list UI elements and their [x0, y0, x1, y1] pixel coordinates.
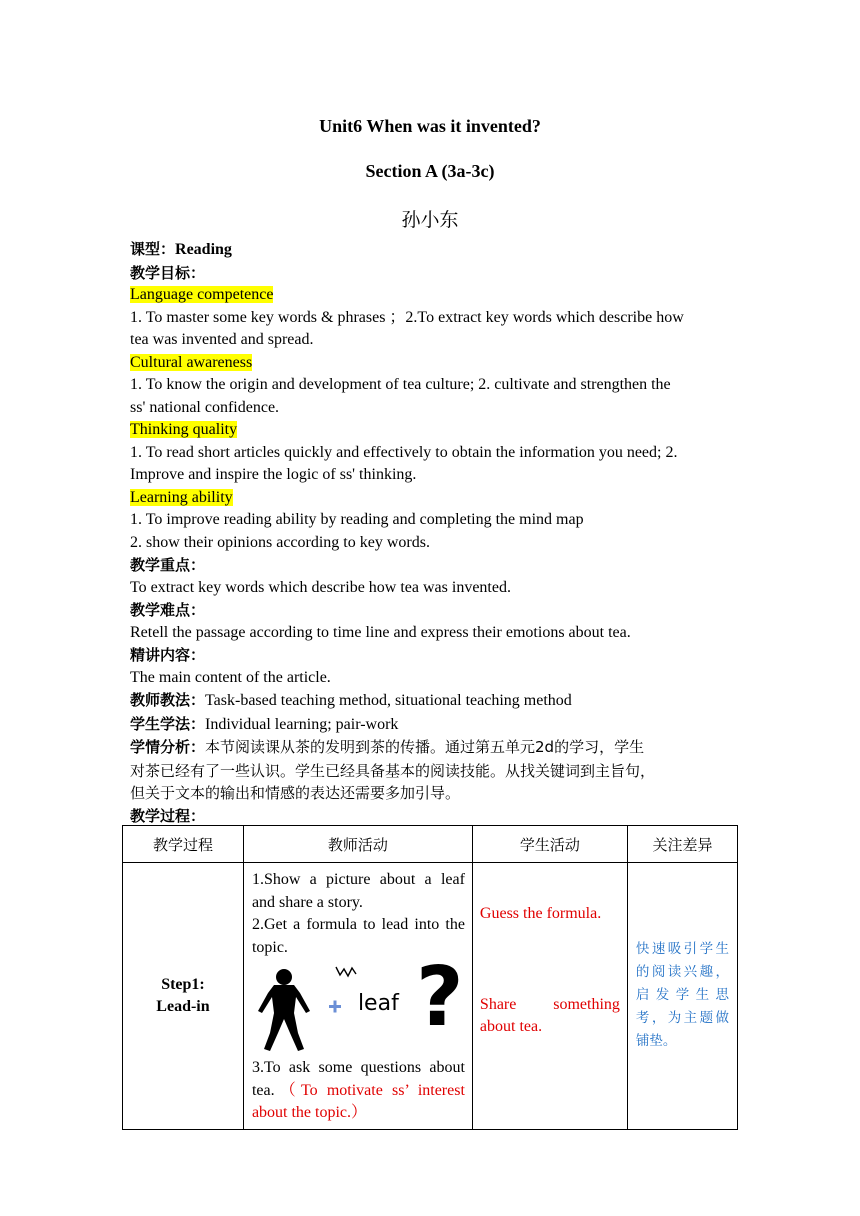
student-activity-1: Guess the formula. [479, 905, 602, 922]
objective-line: 2. show their opinions according to key words. [130, 533, 430, 551]
key-points-text: To extract key words which describe how tea was invented. [130, 578, 511, 596]
objectives-label: 教学目标： [130, 263, 206, 282]
teaching-method-text: Task-based teaching method, situational teaching method [205, 692, 572, 709]
header-cell: 教学过程 [123, 826, 244, 863]
student-activity-2: Share something about tea. [479, 995, 620, 1035]
key-points-label: 教学重点： [130, 556, 206, 574]
differentiation-note-cell [627, 863, 737, 1130]
objective-line: 1. To read short articles quickly and effectively to obtain the information you need; 2. [130, 443, 678, 461]
teacher-activity-cell [243, 863, 472, 1130]
header-cell: 学生活动 [472, 826, 627, 863]
document-title: Unit6 When was it invented? [319, 116, 541, 136]
question-mark-icon: ? [415, 950, 464, 1045]
analysis-line [130, 736, 732, 760]
teacher-activity-3-text: 3.To ask some questions about tea. [251, 1059, 465, 1099]
lesson-type-label: 课型： [130, 240, 176, 258]
objective-heading: Language competence [130, 286, 274, 303]
objective-heading: Thinking quality [130, 421, 238, 438]
header-cell: 教师活动 [243, 826, 472, 863]
differentiation-note: 快速吸引学生的阅读兴趣，启发学生思考，为主题做铺垫。 [635, 941, 729, 1050]
section-title: Section A (3a-3c) [365, 161, 495, 181]
teacher-activity-2: 2.Get a formula to lead into the topic. [251, 916, 465, 956]
teacher-activity-3 [252, 1057, 465, 1125]
leaf-word: leaf [357, 991, 399, 1016]
table-row [123, 863, 738, 1130]
header-cell: 关注差异 [627, 826, 737, 863]
difficulties-text: Retell the passage according to time line and express their emotions about tea. [130, 623, 631, 641]
objective-line: ss' national confidence. [130, 398, 280, 416]
step-number: Step1: [161, 975, 205, 993]
content-label: 精讲内容： [130, 646, 206, 664]
content-text: The main content of the article. [130, 668, 331, 686]
objective-line: 1. To know the origin and development of tea culture; 2. cultivate and strengthen the [130, 376, 671, 393]
analysis-text: 对茶已经有了一些认识。学生已经具备基本的阅读技能。从找关键词到主旨句， [130, 761, 656, 780]
difficulties-label: 教学难点： [130, 601, 206, 619]
table-header-row [123, 826, 738, 863]
teaching-process-table [122, 825, 738, 1130]
teacher-activity-3-note: （To motivate ss’ interest about the topic.） [251, 1081, 465, 1121]
teaching-method-line [130, 689, 732, 713]
lesson-plan-body [130, 238, 732, 827]
step-cell [123, 863, 244, 1130]
objective-line: 1. To improve reading ability by reading and completing the mind map [130, 511, 584, 528]
objective-line: 1. To master some key words & phrases ；2.To extract key words which describe how [130, 308, 684, 326]
learning-method-text: Individual learning; pair-work [205, 715, 399, 733]
objective-line: tea was invented and spread. [130, 331, 314, 348]
teacher-activity-1: 1.Show a picture about a leaf and share a story. [251, 871, 465, 911]
analysis-label: 学情分析： [130, 738, 206, 756]
process-label: 教学过程： [130, 806, 206, 825]
analysis-text: 本节阅读课从茶的发明到茶的传播。通过第五单元2d的学习，学生 [205, 738, 645, 756]
learning-method-label: 学生学法： [130, 714, 206, 733]
objective-line: Improve and inspire the logic of ss' thinking. [130, 466, 417, 483]
lesson-type-value: Reading [175, 241, 232, 258]
lesson-type-line [130, 238, 732, 262]
teaching-method-label: 教师教法： [130, 691, 206, 709]
step-name: Lead-in [156, 997, 210, 1015]
analysis-text: 但关于文本的输出和情感的表达还需要多加引导。 [130, 784, 461, 802]
student-activity-cell [472, 863, 627, 1130]
author-name: 孙小东 [401, 209, 459, 231]
objective-heading: Learning ability [130, 488, 233, 506]
learning-method-line [130, 713, 732, 737]
formula-picture [252, 950, 465, 1053]
objective-heading: Cultural awareness [130, 353, 253, 371]
